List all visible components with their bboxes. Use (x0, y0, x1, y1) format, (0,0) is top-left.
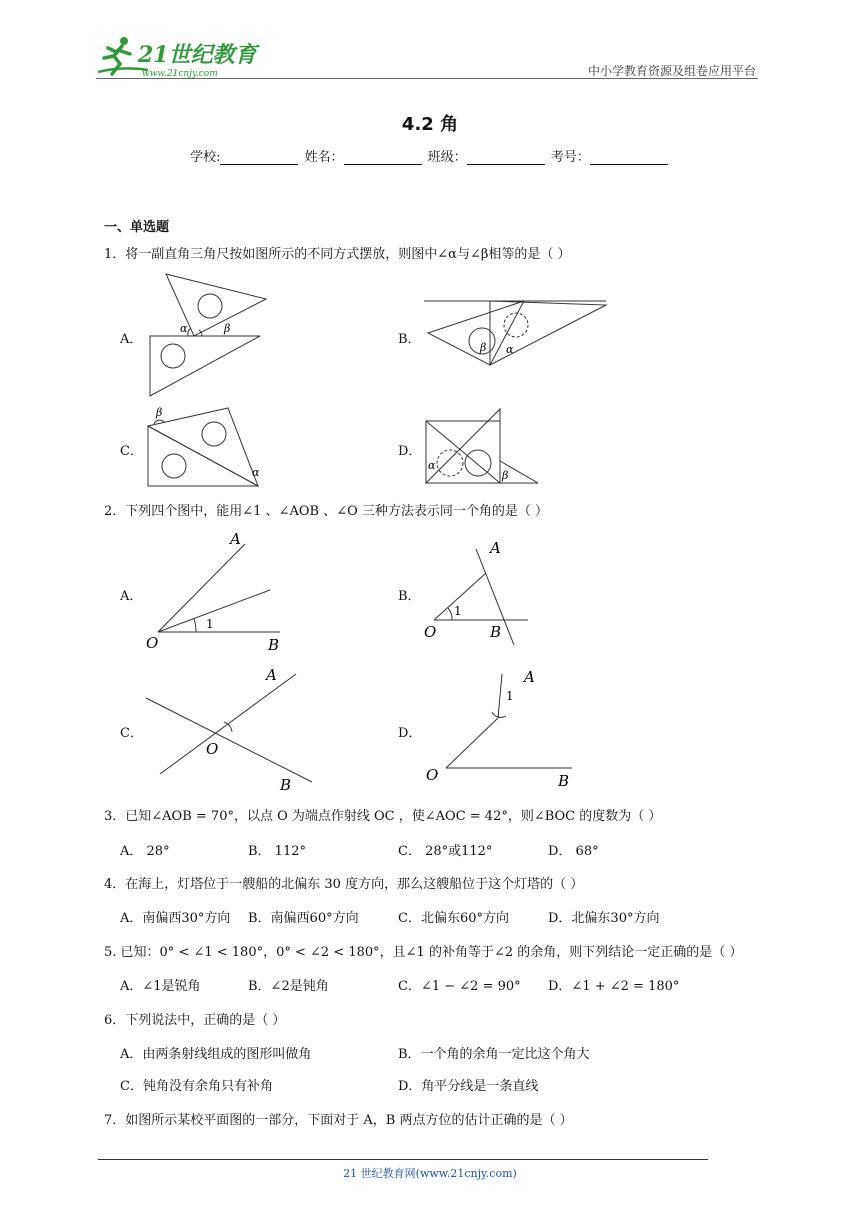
q2a-one: 1 (206, 617, 214, 631)
platform-text: 中小学教育资源及组卷应用平台 (587, 64, 756, 78)
q1-figure-c (140, 402, 270, 492)
section-title: 一、单选题 (104, 220, 170, 235)
q2-option-b-label: B． (398, 589, 421, 604)
q2b-b: B (490, 623, 502, 641)
q5-option-b: B．∠2是钝角 (248, 979, 329, 994)
q2d-one: 1 (506, 689, 514, 703)
q1d-beta: β (502, 469, 509, 482)
q1a-beta: β (224, 322, 231, 335)
question-4-stem: 4．在海上，灯塔位于一艘船的北偏东 30 度方向，那么这艘船位于这个灯塔的（ ） (104, 877, 584, 892)
question-5-stem: 5. 已知：0° < ∠1 < 180°，0° < ∠2 < 180°，且∠1 的补角等于∠2 的余角，则下列结论一定正确的是（ ） (104, 945, 743, 960)
logo-url-text: www.21cnjy.com (142, 69, 218, 79)
q2-figure-a (140, 530, 300, 655)
header-divider (96, 78, 758, 79)
q1-figure-b (420, 295, 610, 375)
logo-text: 21世纪教育 (138, 42, 257, 68)
q3-option-a: A． 28° (120, 844, 170, 859)
q2a-b: B (268, 636, 280, 654)
q6-option-a: A．由两条射线组成的图形叫做角 (120, 1047, 312, 1062)
q2-option-c-label: C． (120, 726, 143, 741)
q4-option-c: C．北偏东60°方向 (398, 911, 509, 926)
q2-option-a-label: A． (120, 589, 143, 604)
q5-option-c: C．∠1 − ∠2 = 90° (398, 979, 521, 994)
q2b-a: A (490, 539, 501, 557)
q4-option-b: B．南偏西60°方向 (248, 911, 359, 926)
question-6-stem: 6．下列说法中，正确的是（ ） (104, 1013, 286, 1028)
question-7-stem: 7．如图所示某校平面图的一部分，下面对于 A，B 两点方位的估计正确的是（ ） (104, 1113, 573, 1128)
q2-figure-d (420, 660, 590, 790)
q1d-alpha: α (428, 459, 436, 472)
q2a-a: A (230, 530, 241, 548)
q1b-beta: β (480, 341, 487, 354)
footer-text: 21 世纪教育网(www.21cnjy.com) (343, 1167, 517, 1180)
q2c-o: O (206, 740, 219, 758)
q2b-o: O (424, 623, 437, 641)
q1c-beta: β (156, 406, 163, 419)
q5-option-a: A．∠1是锐角 (120, 979, 201, 994)
footer-divider (98, 1159, 708, 1160)
q2-figure-c (140, 660, 320, 795)
page-title: 4.2 角 (401, 114, 459, 135)
q2d-b: B (558, 772, 570, 790)
q1-option-d-label: D． (398, 444, 422, 459)
class-label: 班级： (427, 150, 467, 165)
q3-option-b: B． 112° (248, 844, 306, 859)
q6-option-d: D．角平分线是一条直线 (398, 1079, 539, 1094)
question-2-stem: 2．下列四个图中，能用∠1 、∠AOB 、∠O 三种方法表示同一个角的是（ ） (104, 504, 549, 519)
q1-option-b-label: B． (398, 332, 421, 347)
question-1-stem: 1．将一副直角三角尺按如图所示的不同方式摆放，则图中∠α与∠β相等的是（ ） (104, 247, 571, 262)
q1a-alpha: α (180, 322, 188, 335)
exam-no-blank (590, 150, 668, 165)
q2c-a: A (266, 666, 277, 684)
q1-option-c-label: C． (120, 444, 143, 459)
q3-option-c: C． 28°或112° (398, 844, 493, 859)
q2-figure-b (420, 535, 550, 650)
q2a-o: O (146, 634, 159, 652)
q1c-alpha: α (252, 466, 260, 479)
name-label: 姓名： (304, 150, 344, 165)
class-blank (467, 150, 545, 165)
q5-option-d: D．∠1 + ∠2 = 180° (548, 979, 680, 994)
exam-no-label: 考号： (550, 150, 590, 165)
school-blank (220, 150, 298, 165)
q2d-a: A (524, 668, 535, 686)
q1b-alpha: α (506, 343, 514, 356)
runner-logo-icon (92, 30, 272, 80)
q1-option-a-label: A． (120, 332, 143, 347)
q2b-one: 1 (454, 604, 462, 618)
q2d-o: O (426, 766, 439, 784)
q2-option-d-label: D． (398, 726, 422, 741)
q2c-b: B (280, 776, 292, 794)
q3-option-d: D． 68° (548, 844, 599, 859)
q4-option-a: A．南偏西30°方向 (120, 911, 231, 926)
q1-figure-d (420, 405, 550, 487)
school-label: 学校: (190, 150, 221, 165)
question-3-stem: 3．已知∠AOB = 70°，以点 O 为端点作射线 OC ，使∠AOC = 42°，则∠BOC 的度数为（ ） (104, 809, 662, 824)
q1-figure-a (140, 270, 270, 400)
site-logo (92, 30, 272, 80)
student-info-line (0, 146, 860, 165)
q6-option-b: B．一个角的余角一定比这个角大 (398, 1047, 590, 1062)
q4-option-d: D．北偏东30°方向 (548, 911, 660, 926)
name-blank (344, 150, 422, 165)
q6-option-c: C．钝角没有余角只有补角 (120, 1079, 273, 1094)
